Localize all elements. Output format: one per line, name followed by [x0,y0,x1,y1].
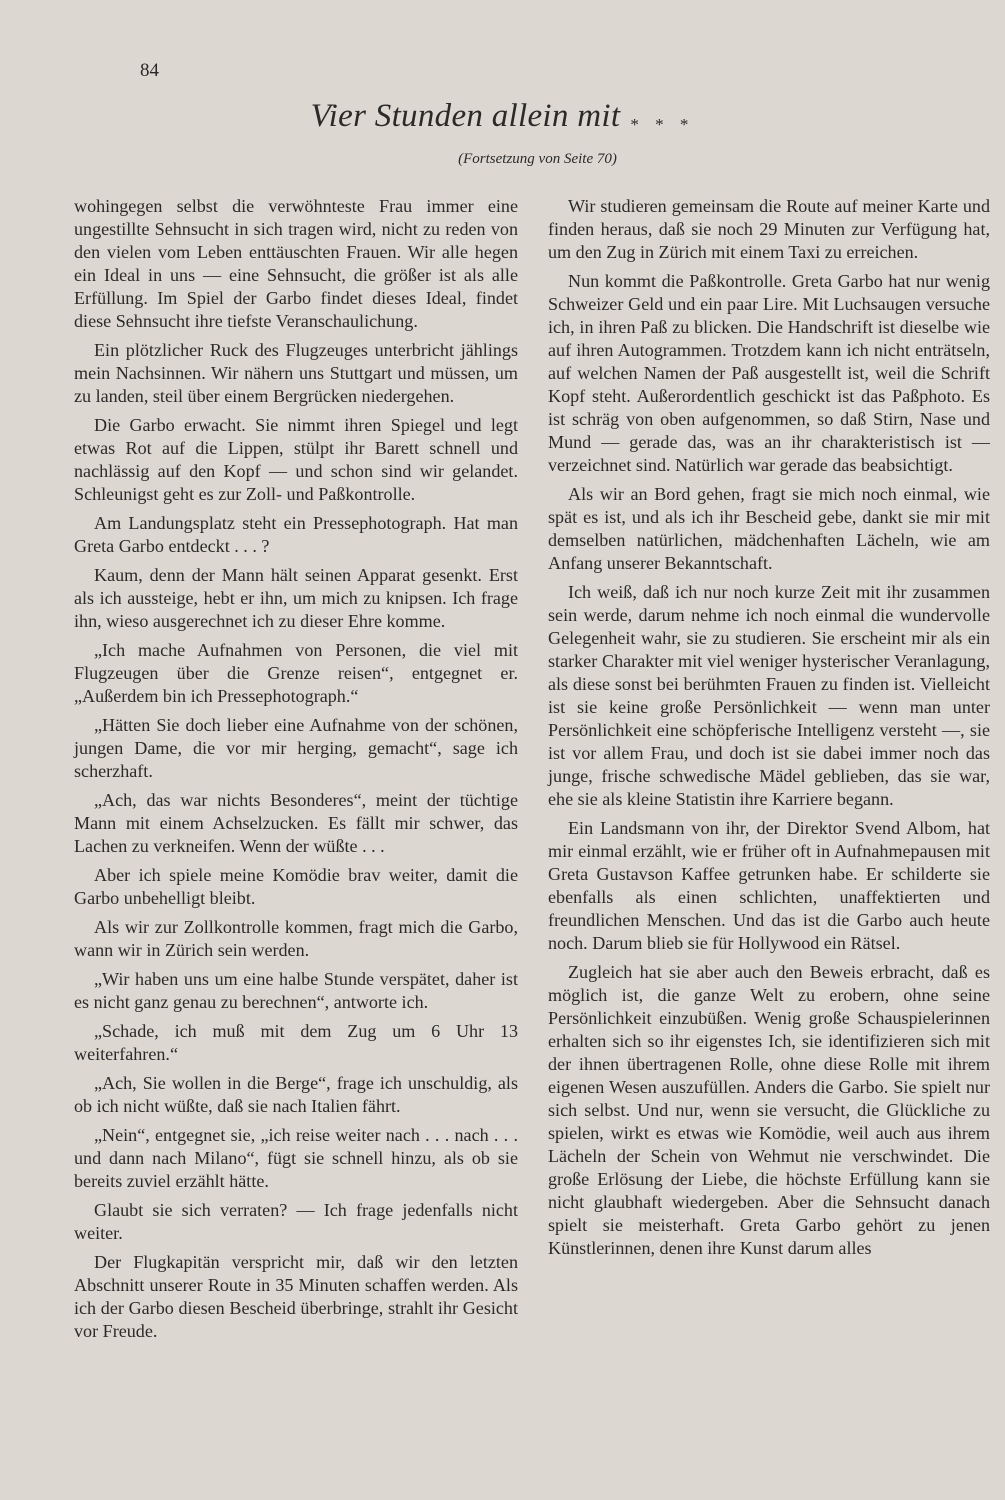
title-stars: * * * [630,115,695,134]
paragraph: „Ach, Sie wollen in die Berge“, frage ich unschuldig, als ob ich nicht wüßte, daß sie nach Italien fährt. [74,1073,518,1116]
paragraph: Als wir zur Zollkontrolle kommen, fragt mich die Garbo, wann wir in Zürich sein werden. [74,917,518,960]
paragraph: Die Garbo erwacht. Sie nimmt ihren Spiegel und legt etwas Rot auf die Lippen, stülpt ihr Barett schnell und nachlässig auf den Kopf — und schon sind wir gelandet. Schleunigst geht es zur Zoll- und Paßkontrolle. [74,415,518,504]
paragraph: Ein Landsmann von ihr, der Direktor Svend Albom, hat mir einmal erzählt, wie er früher oft in Aufnahmepausen mit Greta Gustavson Kaffee getrunken habe. Er schilderte sie ebenfalls als einen schlichten, unaffektierten und freundlichen Menschen. Und das ist die Garbo auch heute noch. Darum blieb sie für Hollywood ein Rätsel. [548,818,990,953]
continuation-note: (Fortsetzung von Seite 70) [458,151,617,167]
article-title-text: Vier Stunden allein mit [310,98,621,134]
paragraph: „Nein“, entgegnet sie, „ich reise weiter nach . . . nach . . . und dann nach Milano“, fügt sie schnell hinzu, als ob sie bereits zuviel erzählt hätte. [74,1125,518,1191]
paragraph: Kaum, denn der Mann hält seinen Apparat gesenkt. Erst als ich aussteige, hebt er ihn, um mich zu knipsen. Ich frage ihn, wieso ausgerechnet ich zu dieser Ehre komme. [74,565,518,631]
paragraph: „Ach, das war nichts Besonderes“, meint der tüchtige Mann mit einem Achselzucken. Es fällt mir schwer, das Lachen zu verkneifen. Wenn der wüßte . . . [74,790,518,856]
paragraph: Nun kommt die Paßkontrolle. Greta Garbo hat nur wenig Schweizer Geld und ein paar Lire. Mit Luchsaugen versuche ich, in ihren Paß zu blicken. Die Handschrift ist dieselbe wie auf ihren Autogrammen. Trotzdem kann ich nicht enträtseln, auf welchen Namen der Paß ausgestellt ist, weil die Schrift Kopf steht. Außerordentlich geschickt ist das Paßphoto. Es ist schräg von oben aufgenommen, so daß Stirn, Nase und Mund — gerade das, was an ihr charakteristisch ist — verzeichnet sind. Natürlich war gerade das beabsichtigt. [548,271,990,475]
paragraph: Glaubt sie sich verraten? — Ich frage jedenfalls nicht weiter. [74,1200,518,1243]
paragraph: Am Landungsplatz steht ein Pressephotograph. Hat man Greta Garbo entdeckt . . . ? [74,513,518,556]
paragraph: „Ich mache Aufnahmen von Personen, die viel mit Flugzeugen über die Grenze reisen“, entgegnet er. „Außerdem bin ich Pressephotograph.“ [74,640,518,706]
paragraph: „Schade, ich muß mit dem Zug um 6 Uhr 13 weiterfahren.“ [74,1021,518,1064]
paragraph: Zugleich hat sie aber auch den Beweis erbracht, daß es möglich ist, die ganze Welt zu erobern, ohne seine Persönlichkeit einzubüßen. Wenig große Schauspielerinnen erhalten sich so ihr eigenstes Ich, sie identifizieren sich mit der ihnen übertragenen Rolle, ohne diese Rolle mit ihrem eigenen Wesen auszufüllen. Anders die Garbo. Sie spielt nur sich selbst. Und nur, wenn sie versucht, die Glückliche zu spielen, wirkt es etwas wie Komödie, weil auch aus ihrem Lächeln der Schein von Wehmut nie verschwindet. Die große Erlösung der Liebe, die höchste Erfüllung kann sie nicht glaubhaft wiedergeben. Aber die Sehnsucht danach spielt sie meisterhaft. Greta Garbo gehört zu jenen Künstlerinnen, denen ihre Kunst darum alles [548,962,990,1258]
left-column [74,195,518,1349]
paragraph: „Wir haben uns um eine halbe Stunde verspätet, daher ist es nicht ganz genau zu berechnen“, antworte ich. [74,969,518,1012]
paragraph: Aber ich spiele meine Komödie brav weiter, damit die Garbo unbehelligt bleibt. [74,865,518,908]
article-title [0,98,1005,135]
paragraph: Ich weiß, daß ich nur noch kurze Zeit mit ihr zusammen sein werde, darum nehme ich noch einmal die wundervolle Gelegenheit wahr, sie zu studieren. Sie erscheint mir als ein starker Charakter mit viel weniger hysterischer Veranlagung, als diese sonst bei berühmten Frauen zu finden ist. Vielleicht ist sie keine große Persönlichkeit — wenn man unter Persönlichkeit eine schöpferische Intelligenz versteht —, sie ist vor allem Frau, und doch ist sie dabei immer noch das junge, frische schwedische Mädel geblieben, das sie war, ehe sie als kleine Statistin ihre Karriere begann. [548,582,990,809]
right-column [548,195,990,1266]
paragraph: „Hätten Sie doch lieber eine Aufnahme von der schönen, jungen Dame, die vor mir herging, gemacht“, sage ich scherzhaft. [74,715,518,781]
paragraph: wohingegen selbst die verwöhnteste Frau immer eine ungestillte Sehnsucht in sich tragen wird, nicht zu reden von den vielen vom Leben enttäuschten Frauen. Wir alle hegen ein Ideal in uns — eine Sehnsucht, die größer ist als alle Erfüllung. Im Spiel der Garbo findet dieses Ideal, findet diese Sehnsucht ihre tiefste Veranschaulichung. [74,196,518,331]
paragraph: Wir studieren gemeinsam die Route auf meiner Karte und finden heraus, daß sie noch 29 Minuten zur Verfügung hat, um den Zug in Zürich mit einem Taxi zu erreichen. [548,196,990,262]
paragraph: Als wir an Bord gehen, fragt sie mich noch einmal, wie spät es ist, und als ich ihr Bescheid gebe, dankt sie mir mit demselben natürlichen, mädchenhaften Lächeln, wie am Anfang unserer Bekanntschaft. [548,484,990,573]
paragraph: Ein plötzlicher Ruck des Flugzeuges unterbricht jählings mein Nachsinnen. Wir nähern uns Stuttgart und müssen, um zu landen, steil über einem Bergrücken niedergehen. [74,340,518,406]
page-number: 84 [140,60,159,81]
paragraph: Der Flugkapitän verspricht mir, daß wir den letzten Abschnitt unserer Route in 35 Minuten schaffen werden. Als ich der Garbo diesen Bescheid überbringe, strahlt ihr Gesicht vor Freude. [74,1252,518,1341]
